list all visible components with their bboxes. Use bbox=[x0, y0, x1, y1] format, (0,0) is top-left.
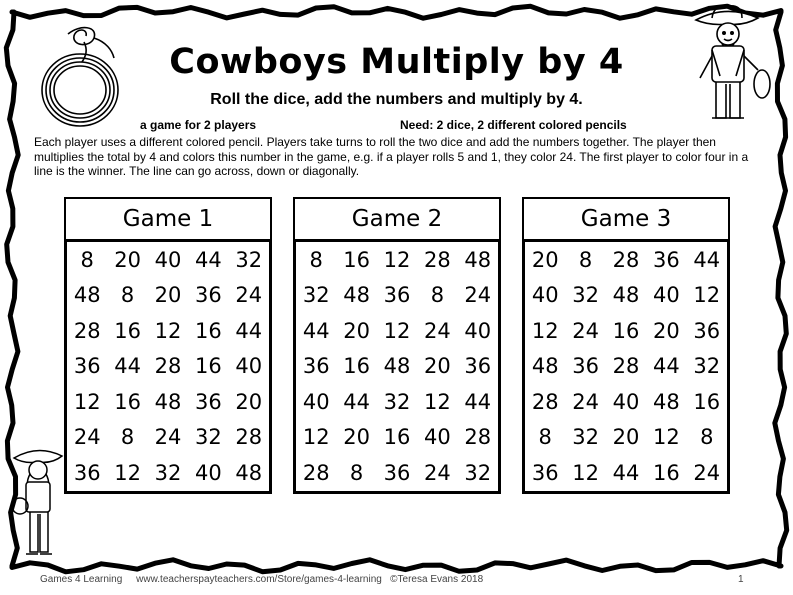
grid-cell[interactable]: 40 bbox=[607, 385, 645, 419]
grid-cell[interactable]: 36 bbox=[378, 456, 416, 490]
subtitle: Roll the dice, add the numbers and multiply by 4. bbox=[210, 91, 583, 108]
grid-cell[interactable]: 16 bbox=[607, 314, 645, 348]
game-board-2 bbox=[293, 197, 501, 494]
grid-cell[interactable]: 16 bbox=[378, 421, 416, 455]
game-board-1 bbox=[64, 197, 272, 494]
grid-cell[interactable]: 32 bbox=[459, 456, 497, 490]
grid-cell[interactable]: 32 bbox=[230, 243, 268, 277]
grid-cell[interactable]: 44 bbox=[337, 385, 375, 419]
grid-cell[interactable]: 24 bbox=[566, 385, 604, 419]
grid-cell[interactable]: 36 bbox=[68, 350, 106, 384]
page-title: Cowboys Multiply by 4 bbox=[169, 42, 624, 82]
grid-cell[interactable]: 40 bbox=[459, 314, 497, 348]
players-note: a game for 2 players bbox=[140, 118, 257, 132]
grid-cell[interactable]: 48 bbox=[149, 385, 187, 419]
grid-cell[interactable]: 20 bbox=[418, 350, 456, 384]
grid-cell[interactable]: 48 bbox=[647, 385, 685, 419]
grid-cell[interactable]: 32 bbox=[688, 350, 726, 384]
grid-cell[interactable]: 28 bbox=[459, 421, 497, 455]
grid-cell[interactable]: 40 bbox=[297, 385, 335, 419]
grid-cell[interactable]: 20 bbox=[607, 421, 645, 455]
grid-cell[interactable]: 8 bbox=[68, 243, 106, 277]
grid-cell[interactable]: 36 bbox=[297, 350, 335, 384]
grid-cell[interactable]: 32 bbox=[378, 385, 416, 419]
grid-cell[interactable]: 40 bbox=[189, 456, 227, 490]
grid-cell[interactable]: 48 bbox=[337, 279, 375, 313]
grid-cell[interactable]: 36 bbox=[189, 385, 227, 419]
page-number: 1 bbox=[738, 574, 744, 585]
game-board-title: Game 1 bbox=[66, 199, 270, 241]
grid-cell[interactable]: 24 bbox=[459, 279, 497, 313]
grid-cell[interactable]: 8 bbox=[566, 243, 604, 277]
grid-cell[interactable]: 24 bbox=[68, 421, 106, 455]
grid-cell[interactable]: 16 bbox=[337, 350, 375, 384]
grid-cell[interactable]: 28 bbox=[68, 314, 106, 348]
grid-cell[interactable]: 44 bbox=[607, 456, 645, 490]
grid-cell[interactable]: 28 bbox=[230, 421, 268, 455]
grid-cell[interactable]: 44 bbox=[108, 350, 146, 384]
grid-cell[interactable]: 44 bbox=[297, 314, 335, 348]
grid-cell[interactable]: 40 bbox=[418, 421, 456, 455]
grid-cell[interactable]: 24 bbox=[418, 456, 456, 490]
grid-cell[interactable]: 12 bbox=[297, 421, 335, 455]
grid-cell[interactable]: 48 bbox=[526, 350, 564, 384]
grid-cell[interactable]: 36 bbox=[68, 456, 106, 490]
grid-cell[interactable]: 20 bbox=[526, 243, 564, 277]
grid-cell[interactable]: 28 bbox=[418, 243, 456, 277]
grid-cell[interactable]: 44 bbox=[688, 243, 726, 277]
grid-cell[interactable]: 20 bbox=[108, 243, 146, 277]
grid-cell[interactable]: 16 bbox=[647, 456, 685, 490]
grid-cell[interactable]: 48 bbox=[607, 279, 645, 313]
grid-cell[interactable]: 20 bbox=[647, 314, 685, 348]
grid-cell[interactable]: 12 bbox=[149, 314, 187, 348]
grid-cell[interactable]: 32 bbox=[566, 279, 604, 313]
cowgirl-icon bbox=[8, 440, 70, 570]
grid-cell[interactable]: 24 bbox=[418, 314, 456, 348]
grid-cell[interactable]: 12 bbox=[526, 314, 564, 348]
game-board-3 bbox=[522, 197, 730, 494]
grid-cell[interactable]: 16 bbox=[688, 385, 726, 419]
grid-cell[interactable]: 12 bbox=[688, 279, 726, 313]
grid-cell[interactable]: 24 bbox=[230, 279, 268, 313]
grid-cell[interactable]: 16 bbox=[189, 314, 227, 348]
grid-cell[interactable]: 44 bbox=[459, 385, 497, 419]
grid-cell[interactable]: 28 bbox=[607, 350, 645, 384]
grid-cell[interactable]: 28 bbox=[149, 350, 187, 384]
footer-credit: Games 4 Learning www.teacherspayteachers.com/Store/games-4-learning ©Teresa Evans 2018 bbox=[40, 574, 484, 585]
grid-cell[interactable]: 36 bbox=[647, 243, 685, 277]
grid-cell[interactable]: 12 bbox=[378, 314, 416, 348]
grid-cell[interactable]: 40 bbox=[526, 279, 564, 313]
grid-cell[interactable]: 16 bbox=[189, 350, 227, 384]
grid-cell[interactable]: 40 bbox=[647, 279, 685, 313]
grid-cell[interactable]: 32 bbox=[149, 456, 187, 490]
grid-cell[interactable]: 32 bbox=[189, 421, 227, 455]
game-board-title: Game 3 bbox=[524, 199, 728, 241]
grid-cell[interactable]: 40 bbox=[149, 243, 187, 277]
grid-cell[interactable]: 20 bbox=[149, 279, 187, 313]
grid-cell[interactable]: 36 bbox=[526, 456, 564, 490]
game-board-title: Game 2 bbox=[295, 199, 499, 241]
grid-cell[interactable]: 20 bbox=[337, 314, 375, 348]
grid-cell[interactable]: 20 bbox=[230, 385, 268, 419]
grid-cell[interactable]: 36 bbox=[688, 314, 726, 348]
grid-cell[interactable]: 8 bbox=[108, 279, 146, 313]
grid-cell[interactable]: 48 bbox=[230, 456, 268, 490]
grid-cell[interactable]: 36 bbox=[459, 350, 497, 384]
grid-cell[interactable]: 8 bbox=[108, 421, 146, 455]
grid-cell[interactable]: 32 bbox=[297, 279, 335, 313]
grid-cell[interactable]: 44 bbox=[647, 350, 685, 384]
grid-cell[interactable]: 48 bbox=[378, 350, 416, 384]
grid-cell[interactable]: 36 bbox=[189, 279, 227, 313]
materials-note: Need: 2 dice, 2 different colored pencils bbox=[400, 118, 627, 132]
grid-cell[interactable]: 28 bbox=[297, 456, 335, 490]
grid-cell[interactable]: 12 bbox=[68, 385, 106, 419]
grid-cell[interactable]: 48 bbox=[68, 279, 106, 313]
grid-cell[interactable]: 44 bbox=[189, 243, 227, 277]
number-grid bbox=[524, 241, 728, 492]
grid-cell[interactable]: 44 bbox=[230, 314, 268, 348]
number-grid bbox=[295, 241, 499, 492]
grid-cell[interactable]: 8 bbox=[526, 421, 564, 455]
grid-cell[interactable]: 16 bbox=[337, 243, 375, 277]
grid-cell[interactable]: 16 bbox=[108, 314, 146, 348]
grid-cell[interactable]: 32 bbox=[566, 421, 604, 455]
grid-cell[interactable]: 28 bbox=[526, 385, 564, 419]
grid-cell[interactable]: 36 bbox=[378, 279, 416, 313]
grid-cell[interactable]: 12 bbox=[378, 243, 416, 277]
grid-cell[interactable]: 12 bbox=[647, 421, 685, 455]
grid-cell[interactable]: 48 bbox=[459, 243, 497, 277]
number-grid bbox=[66, 241, 270, 492]
grid-cell[interactable]: 24 bbox=[688, 456, 726, 490]
grid-cell[interactable]: 20 bbox=[337, 421, 375, 455]
grid-cell[interactable]: 8 bbox=[688, 421, 726, 455]
grid-cell[interactable]: 24 bbox=[149, 421, 187, 455]
grid-cell[interactable]: 12 bbox=[566, 456, 604, 490]
grid-cell[interactable]: 28 bbox=[607, 243, 645, 277]
grid-cell[interactable]: 16 bbox=[108, 385, 146, 419]
grid-cell[interactable]: 12 bbox=[108, 456, 146, 490]
grid-cell[interactable]: 12 bbox=[418, 385, 456, 419]
instructions: Each player uses a different colored pencil. Players take turns to roll the two dice and add the numbers together. The player then multiplies the total by 4 and colors this number in the game, e.g. if a player rolls 5 and 1, they color 24. The first player to color four in a line is the winner. The line can go across, down or diagonally. bbox=[34, 135, 749, 178]
grid-cell[interactable]: 40 bbox=[230, 350, 268, 384]
grid-cell[interactable]: 8 bbox=[337, 456, 375, 490]
grid-cell[interactable]: 8 bbox=[418, 279, 456, 313]
grid-cell[interactable]: 8 bbox=[297, 243, 335, 277]
grid-cell[interactable]: 36 bbox=[566, 350, 604, 384]
grid-cell[interactable]: 24 bbox=[566, 314, 604, 348]
